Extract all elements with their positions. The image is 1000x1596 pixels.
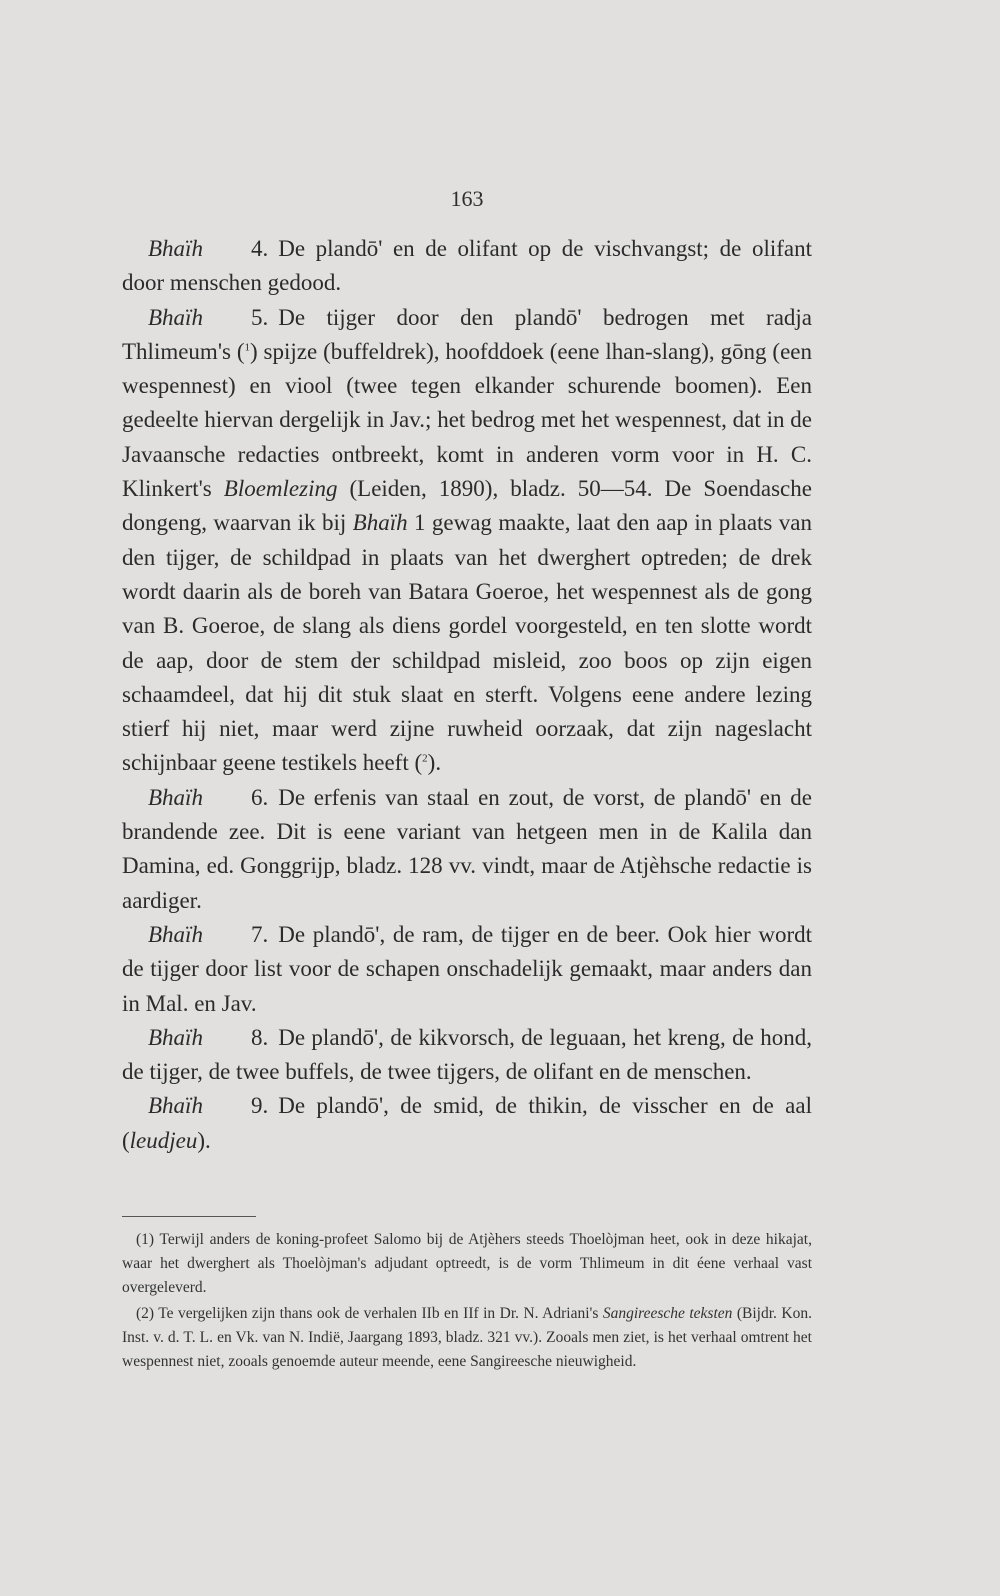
footnote-mark: 2 — [141, 1305, 149, 1322]
paragraph-bhaih-4 — [122, 232, 812, 301]
footnote-mark: 1 — [141, 1231, 149, 1248]
paragraph-bhaih-9 — [122, 1089, 812, 1158]
body-text — [122, 232, 812, 1158]
footnote-text: Te vergelijken zijn thans ook de verhalen IIb en IIf in Dr. N. Adriani's — [158, 1305, 603, 1322]
book-title: Sangireesche teksten — [602, 1305, 733, 1322]
paragraph-text: De plandō', de ram, de tijger en de beer. Ook hier wordt de tijger door list voor de schapen onschadelijk gemaakt, maar anders dan in Mal. en Jav. — [122, 921, 812, 1016]
section-number: 9. — [250, 1093, 269, 1119]
footnote-2: (2) Te vergelijken zijn thans ook de verhalen IIb en IIf in Dr. N. Adriani's Sangireesche teksten (Bijdr. Kon. Inst. v. d. T. L. en Vk. van N. Indië, Jaargang 1893, bladz. 321 vv.). Zooals men ziet, is het verhaal omtrent het wespennest niet, zooals genoemde auteur meende, eene Sangireesche nieuwigheid. — [122, 1305, 812, 1370]
section-lead: Bhaïh — [148, 1093, 203, 1119]
section-lead: Bhaïh — [148, 1024, 203, 1050]
footnote-text: Terwijl anders de koning-profeet Salomo bij de Atjèhers steeds Thoelòjman heet, ook in deze hikajat, waar het dwerghert als Thoelòjman's adjudant optreedt, is de vorm Thlimeum in dit éene verhaal vast overgeleverd. — [122, 1231, 812, 1296]
footnote-text: (Bijdr. Kon. Inst. v. d. T. L. en Vk. van N. Indië, Jaargang 1893, bladz. 321 vv.). Zooals men ziet, is het verhaal omtrent het wespennest niet, zooals genoemde auteur meende, eene Sangireesche nieuwigheid. — [122, 1305, 812, 1370]
section-number: 6. — [250, 784, 269, 810]
paragraph-text: ). — [197, 1127, 211, 1153]
section-lead: Bhaïh — [148, 304, 203, 330]
italic-term: leudjeu — [129, 1127, 198, 1153]
section-lead: Bhaïh — [148, 236, 203, 261]
section-lead: Bhaïh — [148, 921, 203, 947]
section-reference: Bhaïh — [352, 510, 408, 536]
section-number: 4. — [250, 236, 269, 261]
paragraph-bhaih-5 — [122, 301, 812, 781]
paragraph-bhaih-6 — [122, 781, 812, 918]
book-title: Bloemlezing — [223, 476, 338, 502]
paragraph-text: De tijger door den plandō' bedrogen met radja Thlimeum's ( — [122, 304, 812, 364]
paragraph-text: ). — [427, 750, 442, 776]
footnotes — [122, 1228, 812, 1376]
paragraph-text: ) spijze (buffeldrek), hoofddoek (eene lhan-slang), gōng (een wespennest) en viool (twee tegen elkander schurende boomen). Een gedeelte hiervan dergelijk in Jav.; het bedrog met het wespennest, dat in de Javaansche redacties ontbreekt, komt in anderen vorm voor in H. C. Klinkert's — [122, 338, 812, 502]
footnote-divider — [122, 1216, 256, 1217]
paragraph-text: 1 gewag maakte, laat den aap in plaats van den tijger, de schildpad in plaats van het dwerghert optreden; de drek wordt daarin als de boreh van Batara Goeroe, het wespennest als de gong van B. Goeroe, de slang als diens gordel voorgesteld, en ten slotte wordt de aap, door de stem der schildpad misleid, zoo boos op zijn eigen schaamdeel, dat hij dit stuk slaat en sterft. Volgens eene andere lezing stierf hij niet, maar werd zijne ruwheid oorzaak, dat zijn nageslacht schijnbaar geene testikels heeft ( — [122, 510, 812, 776]
section-number: 8. — [250, 1024, 269, 1050]
paragraph-text: De plandō', de kikvorsch, de leguaan, het kreng, de hond, de tijger, de twee buffels, de twee tijgers, de olifant en de menschen. — [122, 1024, 812, 1085]
section-number: 7. — [250, 921, 269, 947]
paragraph-text: De erfenis van staal en zout, de vorst, de plandō' en de brandende zee. Dit is eene variant van hetgeen men in de Kalila dan Damina, ed. Gonggrijp, bladz. 128 vv. vindt, maar de Atjèhsche redactie is aardiger. — [122, 784, 812, 913]
paragraph-text: De plandō', de smid, de thikin, de visscher en de aal ( — [122, 1093, 812, 1153]
paragraph-text: De plandō' en de olifant op de vischvangst; de olifant door menschen gedood. — [122, 236, 812, 296]
section-lead: Bhaïh — [148, 784, 203, 810]
footnote-ref: 1 — [244, 341, 250, 354]
page-number: 163 — [450, 186, 484, 211]
paragraph-bhaih-7 — [122, 918, 812, 1021]
section-number: 5. — [250, 304, 269, 330]
footnote-1: (1) Terwijl anders de koning-profeet Salomo bij de Atjèhers steeds Thoelòjman heet, ook in deze hikajat, waar het dwerghert als Thoelòjman's adjudant optreedt, is de vorm Thlimeum in dit éene verhaal vast overgeleverd. — [122, 1231, 812, 1296]
paragraph-bhaih-8 — [122, 1021, 812, 1090]
footnote-ref: 2 — [422, 752, 428, 765]
paragraph-text: (Leiden, 1890), bladz. 50—54. De Soendasche dongeng, waarvan ik bij — [122, 476, 812, 536]
